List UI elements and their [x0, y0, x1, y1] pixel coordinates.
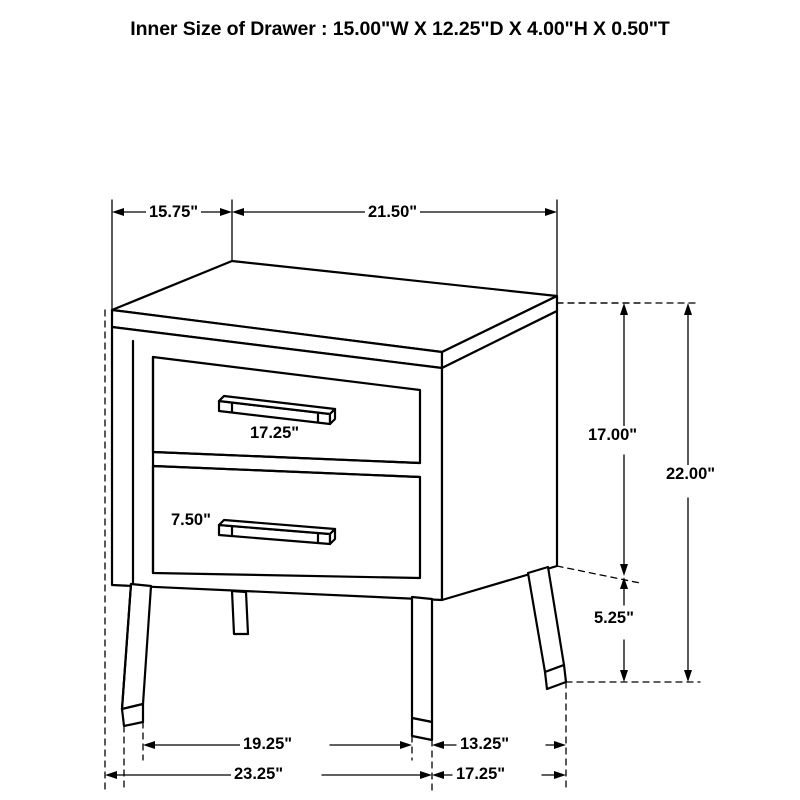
dimension-label-total-height: 22.00": [663, 465, 718, 483]
dimension-label-top-depth: 15.75": [146, 203, 201, 221]
dimension-label-leg-span-side: 13.25": [457, 735, 512, 753]
dimension-label-overall-depth: 17.25": [453, 765, 508, 783]
page-title: Inner Size of Drawer : 15.00"W X 12.25"D X 4.00"H X 0.50"T: [130, 18, 670, 40]
dimension-label-leg-height: 5.25": [591, 609, 637, 627]
dimension-label-upper-drawer-width: 17.25": [247, 424, 302, 442]
dimension-label-top-width: 21.50": [365, 203, 420, 221]
dimension-label-overall-width: 23.25": [231, 765, 286, 783]
dimension-label-lower-drawer-height: 7.50": [168, 511, 214, 529]
dimension-label-leg-span-front: 19.25": [240, 735, 295, 753]
dimension-label-case-height: 17.00": [585, 426, 640, 444]
